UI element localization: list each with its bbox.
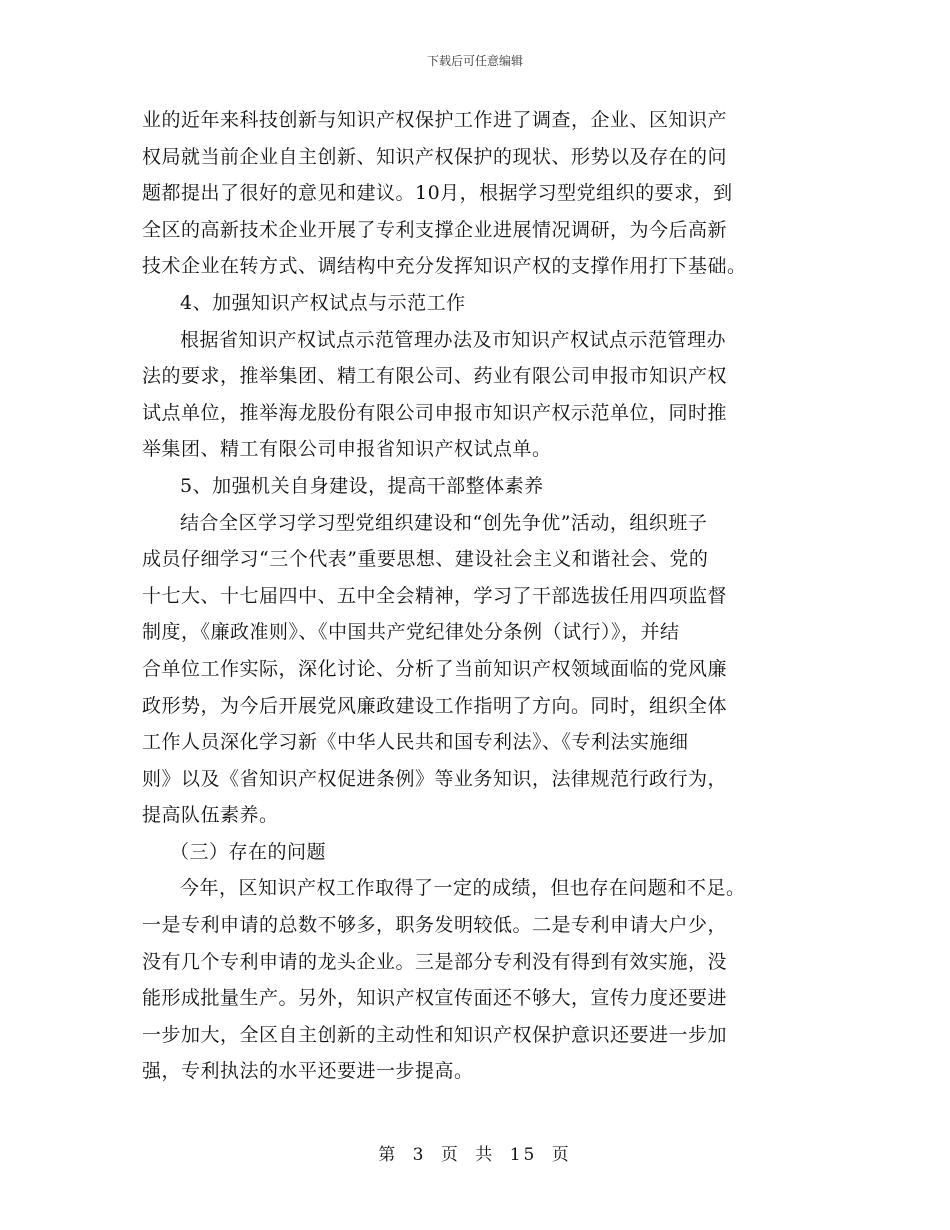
- text-line: 法的要求，推举集团、精工有限公司、药业有限公司申报市知识产权: [142, 365, 728, 388]
- text-line: 题都提出了很好的意见和建议。10月，根据学习型党组织的要求，到: [142, 182, 733, 205]
- document-body: [142, 102, 822, 1090]
- paragraph-start: 今年，区知识产权工作取得了一定的成绩，但也存在问题和不足。: [180, 877, 746, 900]
- text-line: 能形成批量生产。另外，知识产权宣传面还不够大，宣传力度还要进: [142, 987, 728, 1010]
- paragraph-start: 结合全区学习学习型党组织建设和“创先争优”活动，组织班子: [180, 511, 708, 534]
- text-line: 工作人员深化学习新《中华人民共和国专利法》、《专利法实施细: [142, 731, 689, 754]
- section-heading: 4、加强知识产权试点与示范工作: [180, 291, 466, 314]
- text-line: 举集团、精工有限公司申报省知识产权试点单。: [142, 438, 552, 461]
- text-line: 业的近年来科技创新与知识产权保护工作进了调查，企业、区知识产: [142, 109, 728, 131]
- text-line: 技术企业在转方式、调结构中充分发挥知识产权的支撑作用打下基础。: [142, 255, 747, 278]
- page-footer: 第 3 页 共 15 页: [378, 1145, 572, 1165]
- text-line: 权局就当前企业自主创新、知识产权保护的现状、形势以及存在的问: [142, 145, 728, 168]
- text-line: 成员仔细学习“三个代表”重要思想、建设社会主义和谐社会、党的: [142, 548, 709, 571]
- text-line: 则》以及《省知识产权促进条例》等业务知识，法律规范行政行为，: [142, 767, 728, 790]
- section-heading: （三）存在的问题: [170, 840, 327, 863]
- page-header: 下载后可任意编辑: [426, 54, 523, 68]
- text-line: 一是专利申请的总数不够多，职务发明较低。二是专利申请大户少，: [142, 914, 728, 937]
- text-line: 政形势，为今后开展党风廉政建设工作指明了方向。同时，组织全体: [142, 694, 728, 717]
- text-line: 试点单位，推举海龙股份有限公司申报市知识产权示范单位，同时推: [142, 401, 728, 424]
- text-line: 一步加大，全区自主创新的主动性和知识产权保护意识还要进一步加: [142, 1023, 728, 1046]
- paragraph-start: 根据省知识产权试点示范管理办法及市知识产权试点示范管理办: [180, 328, 727, 351]
- text-line: 全区的高新技术企业开展了专利支撑企业进展情况调研，为今后高新: [142, 218, 728, 241]
- text-line: 提高队伍素养。: [142, 804, 279, 827]
- section-heading: 5、加强机关自身建设，提高干部整体素养: [180, 474, 544, 497]
- text-line: 合单位工作实际，深化讨论、分析了当前知识产权领域面临的党风廉: [142, 657, 728, 680]
- text-line: 没有几个专利申请的龙头企业。三是部分专利没有得到有效实施，没: [142, 950, 728, 973]
- text-line: 制度，《廉政准则》、《中国共产党纪律处分条例（试行）》，并结: [142, 621, 680, 644]
- text-line: 十七大、十七届四中、五中全会精神，学习了干部选拔任用四项监督: [142, 584, 728, 607]
- text-line: 强，专利执法的水平还要进一步提高。: [142, 1060, 474, 1083]
